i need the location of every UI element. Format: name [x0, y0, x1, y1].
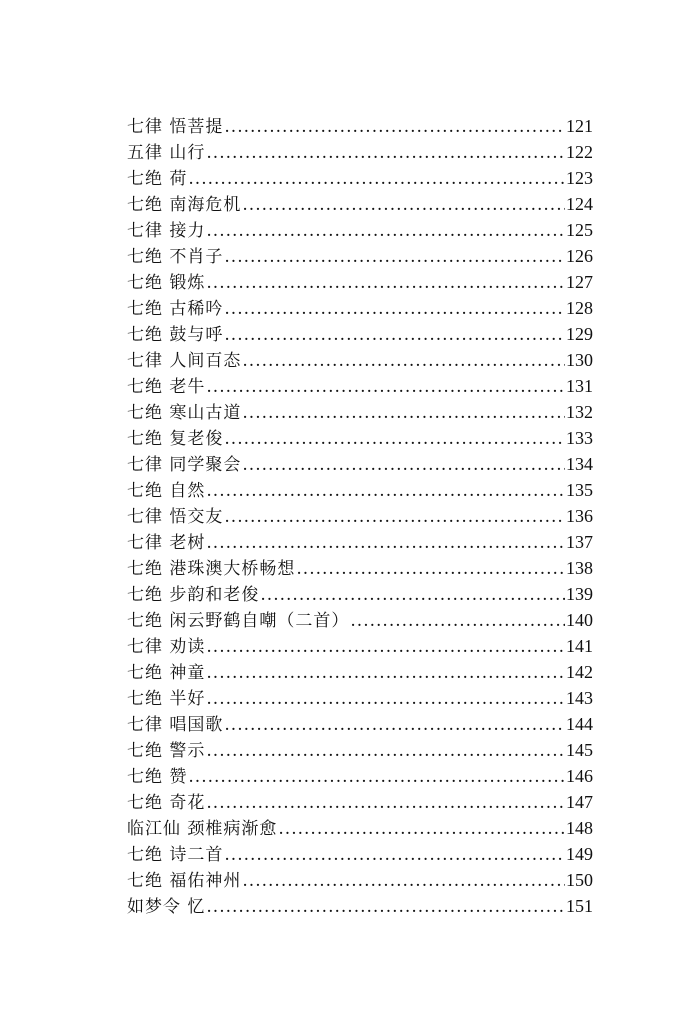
toc-entry — [127, 529, 593, 555]
toc-entry — [127, 269, 593, 295]
toc-entry-title: 七律 老树 — [127, 533, 206, 553]
toc-entry-title: 七绝 寒山古道 — [127, 403, 242, 423]
toc-entry — [127, 373, 593, 399]
toc-entry-page-number: 127 — [566, 272, 593, 292]
toc-entry — [127, 893, 593, 919]
dot-leader — [206, 270, 565, 296]
toc-entry — [127, 867, 593, 893]
toc-entry-title: 七律 悟交友 — [127, 507, 224, 527]
dot-leader — [224, 244, 565, 270]
toc-entry-title: 七绝 古稀吟 — [127, 299, 224, 319]
dot-leader — [206, 218, 565, 244]
toc-entry-title: 七绝 港珠澳大桥畅想 — [127, 559, 296, 579]
dot-leader — [242, 868, 565, 894]
toc-entry — [127, 841, 593, 867]
dot-leader — [206, 790, 565, 816]
dot-leader — [224, 322, 565, 348]
toc-entry — [127, 451, 593, 477]
toc-entry-page-number: 123 — [566, 168, 593, 188]
toc-entry-page-number: 149 — [566, 844, 593, 864]
dot-leader — [188, 166, 565, 192]
toc-entry-page-number: 140 — [566, 610, 593, 630]
toc-entry — [127, 165, 593, 191]
dot-leader — [242, 400, 565, 426]
toc-entry-page-number: 148 — [566, 818, 593, 838]
toc-entry — [127, 581, 593, 607]
toc-entry-title: 七绝 南海危机 — [127, 195, 242, 215]
dot-leader — [206, 738, 565, 764]
toc-entry-page-number: 143 — [566, 688, 593, 708]
dot-leader — [224, 712, 565, 738]
dot-leader — [224, 842, 565, 868]
toc-entry-title: 临江仙 颈椎病渐愈 — [127, 819, 278, 839]
dot-leader — [206, 686, 565, 712]
toc-entry-title: 七律 同学聚会 — [127, 455, 242, 475]
toc-entry-title: 七绝 福佑神州 — [127, 871, 242, 891]
toc-entry-page-number: 141 — [566, 636, 593, 656]
dot-leader — [242, 452, 565, 478]
toc-entry-page-number: 146 — [566, 766, 593, 786]
toc-entry — [127, 191, 593, 217]
dot-leader — [350, 608, 565, 634]
toc-entry-title: 五律 山行 — [127, 143, 206, 163]
toc-entry — [127, 685, 593, 711]
toc-entry-title: 七绝 不肖子 — [127, 247, 224, 267]
dot-leader — [296, 556, 565, 582]
toc-entry — [127, 555, 593, 581]
dot-leader — [260, 582, 565, 608]
toc-entry-page-number: 126 — [566, 246, 593, 266]
toc-entry-page-number: 124 — [566, 194, 593, 214]
toc-entry — [127, 503, 593, 529]
dot-leader — [206, 634, 565, 660]
toc-entry-page-number: 128 — [566, 298, 593, 318]
dot-leader — [206, 660, 565, 686]
toc-entry-title: 七律 接力 — [127, 221, 206, 241]
toc-entry — [127, 633, 593, 659]
toc-entry — [127, 295, 593, 321]
toc-entry-page-number: 132 — [566, 402, 593, 422]
toc-entry-page-number: 121 — [566, 116, 593, 136]
table-of-contents — [127, 113, 593, 919]
toc-entry — [127, 711, 593, 737]
toc-entry-title: 七绝 自然 — [127, 481, 206, 501]
toc-entry-page-number: 129 — [566, 324, 593, 344]
dot-leader — [206, 894, 565, 920]
toc-entry-page-number: 145 — [566, 740, 593, 760]
toc-entry — [127, 399, 593, 425]
toc-entry — [127, 243, 593, 269]
toc-entry — [127, 113, 593, 139]
toc-entry-page-number: 138 — [566, 558, 593, 578]
toc-entry-title: 七绝 半好 — [127, 689, 206, 709]
toc-entry — [127, 477, 593, 503]
toc-entry-page-number: 139 — [566, 584, 593, 604]
toc-entry-title: 七绝 诗二首 — [127, 845, 224, 865]
toc-entry-title: 七律 劝读 — [127, 637, 206, 657]
toc-entry-page-number: 151 — [566, 896, 593, 916]
dot-leader — [206, 140, 565, 166]
toc-entry-title: 七律 人间百态 — [127, 351, 242, 371]
toc-entry — [127, 659, 593, 685]
toc-entry-page-number: 134 — [566, 454, 593, 474]
toc-entry-title: 七绝 赞 — [127, 767, 188, 787]
toc-entry-title: 七绝 鼓与呼 — [127, 325, 224, 345]
toc-entry-page-number: 150 — [566, 870, 593, 890]
toc-entry-title: 七绝 荷 — [127, 169, 188, 189]
toc-entry — [127, 139, 593, 165]
toc-entry — [127, 815, 593, 841]
toc-entry-page-number: 136 — [566, 506, 593, 526]
toc-entry — [127, 763, 593, 789]
toc-entry — [127, 737, 593, 763]
toc-entry-title: 七绝 老牛 — [127, 377, 206, 397]
dot-leader — [224, 504, 565, 530]
dot-leader — [242, 348, 565, 374]
dot-leader — [278, 816, 565, 842]
toc-entry-title: 七绝 神童 — [127, 663, 206, 683]
dot-leader — [242, 192, 565, 218]
toc-entry — [127, 789, 593, 815]
toc-entry-page-number: 135 — [566, 480, 593, 500]
dot-leader — [206, 530, 565, 556]
toc-entry-title: 七绝 步韵和老俊 — [127, 585, 260, 605]
toc-entry-title: 七绝 奇花 — [127, 793, 206, 813]
toc-entry — [127, 425, 593, 451]
toc-entry-page-number: 125 — [566, 220, 593, 240]
toc-entry-page-number: 122 — [566, 142, 593, 162]
toc-entry-title: 七绝 复老俊 — [127, 429, 224, 449]
dot-leader — [206, 478, 565, 504]
toc-entry-page-number: 131 — [566, 376, 593, 396]
toc-entry-title: 七律 唱国歌 — [127, 715, 224, 735]
toc-entry-page-number: 147 — [566, 792, 593, 812]
toc-entry — [127, 321, 593, 347]
toc-entry-title: 七绝 警示 — [127, 741, 206, 761]
dot-leader — [224, 296, 565, 322]
toc-entry-title: 如梦令 忆 — [127, 897, 206, 917]
toc-entry-page-number: 137 — [566, 532, 593, 552]
toc-entry — [127, 607, 593, 633]
toc-entry-title: 七律 悟菩提 — [127, 117, 224, 137]
toc-entry-page-number: 130 — [566, 350, 593, 370]
dot-leader — [224, 114, 565, 140]
toc-entry-page-number: 142 — [566, 662, 593, 682]
toc-entry — [127, 347, 593, 373]
dot-leader — [206, 374, 565, 400]
toc-entry-title: 七绝 锻炼 — [127, 273, 206, 293]
toc-entry-page-number: 133 — [566, 428, 593, 448]
dot-leader — [224, 426, 565, 452]
dot-leader — [188, 764, 565, 790]
toc-entry-page-number: 144 — [566, 714, 593, 734]
toc-entry-title: 七绝 闲云野鹤自嘲（二首） — [127, 611, 350, 631]
toc-entry — [127, 217, 593, 243]
